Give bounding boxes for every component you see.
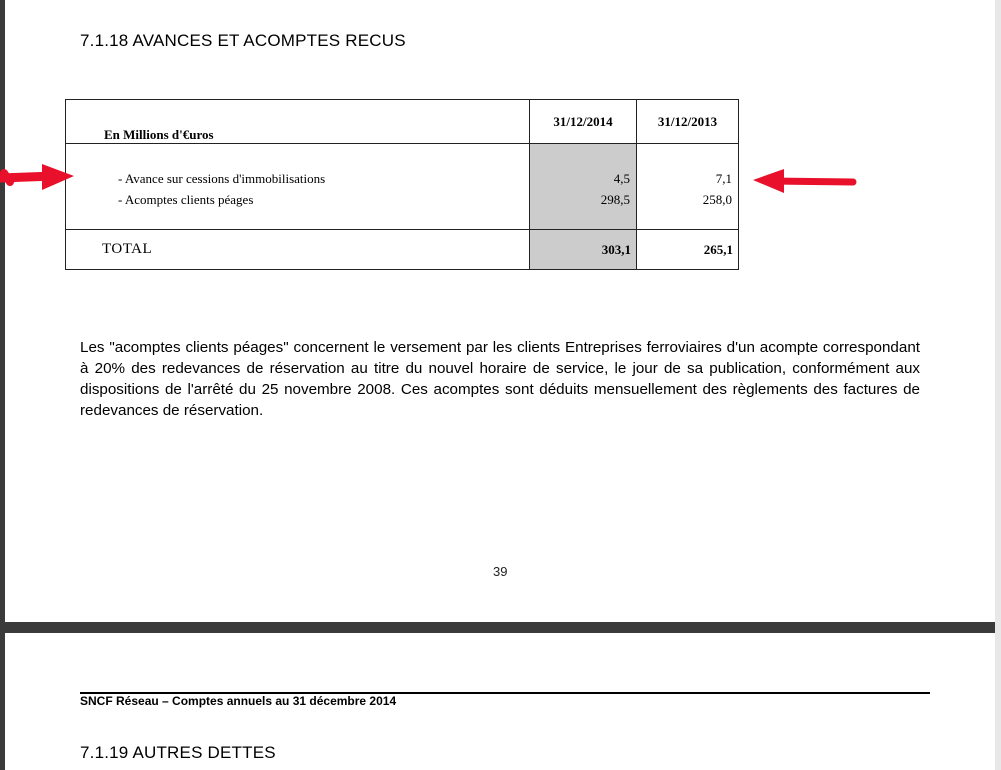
section-title-next: 7.1.19 AUTRES DETTES bbox=[80, 743, 276, 762]
unit-cell bbox=[66, 100, 530, 144]
total-label: TOTAL bbox=[102, 241, 153, 257]
document-page-next bbox=[5, 633, 995, 770]
viewer-scrollbar[interactable] bbox=[995, 0, 1001, 770]
value-avance-2013: 7,1 bbox=[715, 171, 732, 186]
value-acomptes-2013: 258,0 bbox=[702, 192, 732, 207]
red-arrow-left-icon bbox=[748, 166, 860, 196]
total-label-cell bbox=[66, 230, 530, 270]
column-header-2013: 31/12/2013 bbox=[637, 100, 739, 144]
row-labels-cell bbox=[66, 144, 530, 230]
total-value-2013: 265,1 bbox=[703, 242, 733, 257]
total-2014-cell bbox=[530, 230, 637, 270]
values-2013-cell bbox=[637, 144, 739, 230]
total-value-2014: 303,1 bbox=[601, 242, 631, 257]
row-label-acomptes: - Acomptes clients péages bbox=[118, 192, 254, 207]
explanatory-paragraph: Les "acomptes clients péages" concernent le versement par les clients Entreprises ferroviaires d'un acompte correspondant à 20% des redevances de réservation au titre du nouvel horaire de service, le jour de sa publication, conformément aux dispositions de l'arrêté du 25 novembre 2008. Ces acomptes sont déduits mensuellement des règlements des factures de redevances de réservation. bbox=[80, 339, 920, 419]
value-avance-2014: 4,5 bbox=[613, 171, 630, 186]
document-page-39 bbox=[5, 0, 995, 622]
table-body-row bbox=[66, 144, 739, 230]
total-2013-cell bbox=[637, 230, 739, 270]
running-header: SNCF Réseau – Comptes annuels au 31 décembre 2014 bbox=[80, 694, 397, 708]
section-title: 7.1.18 AVANCES ET ACOMPTES RECUS bbox=[80, 31, 406, 50]
table-header-row bbox=[66, 100, 739, 144]
page-number: 39 bbox=[493, 564, 508, 579]
column-header-2014: 31/12/2014 bbox=[530, 100, 637, 144]
advances-table bbox=[65, 99, 739, 270]
header-rule bbox=[80, 692, 930, 694]
values-2014-cell bbox=[530, 144, 637, 230]
red-arrow-right-icon bbox=[0, 160, 80, 194]
unit-label: En Millions d'€uros bbox=[104, 127, 214, 142]
value-acomptes-2014: 298,5 bbox=[600, 192, 630, 207]
row-label-avance: - Avance sur cessions d'immobilisations bbox=[118, 171, 326, 186]
table-total-row bbox=[66, 230, 739, 270]
